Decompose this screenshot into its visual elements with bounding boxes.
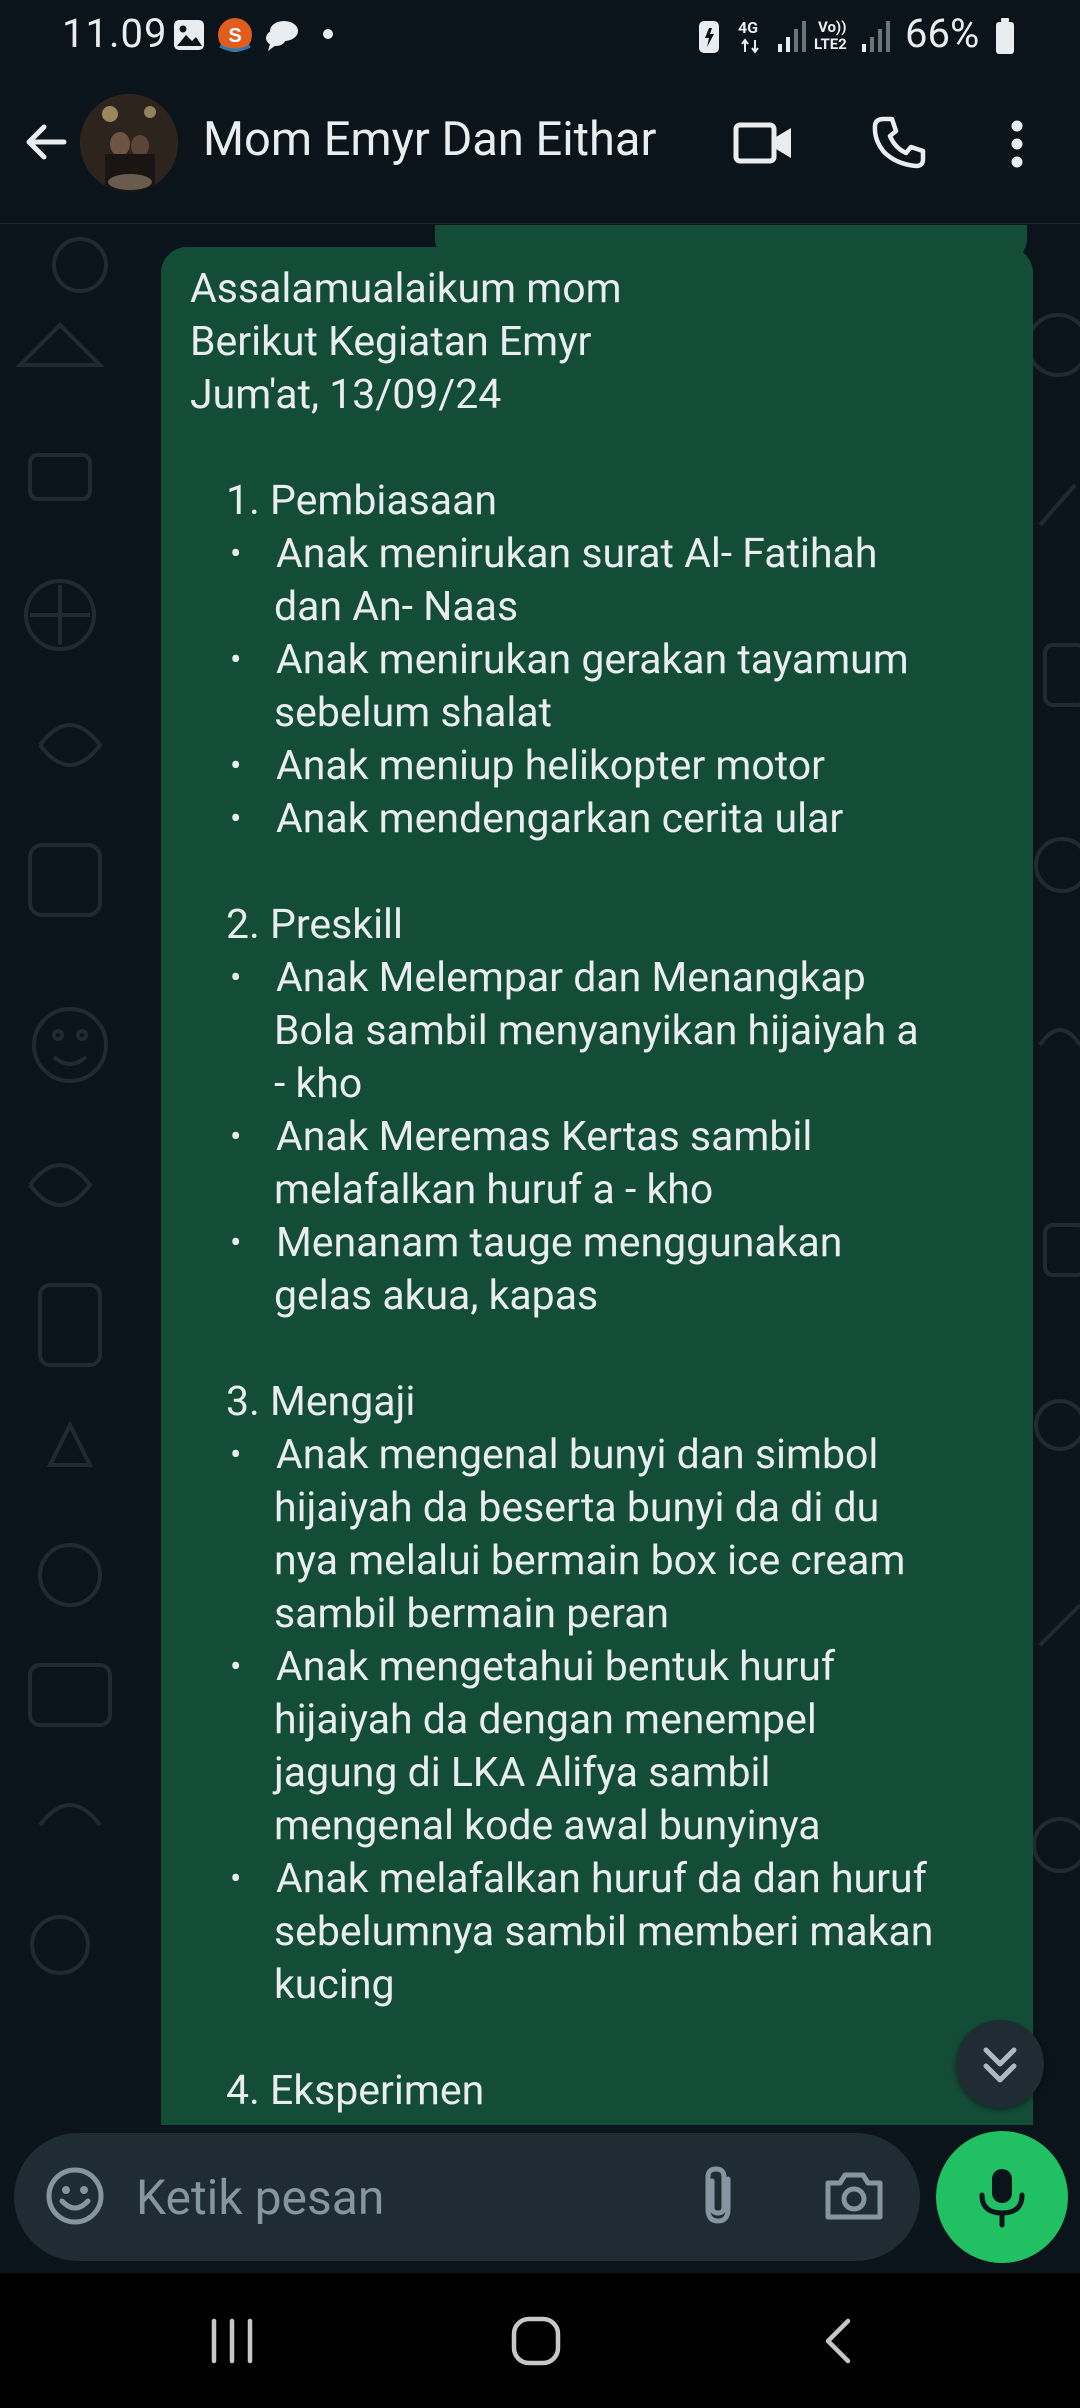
message-line: Bola sambil menyanyikan hijaiyah a [274,1007,919,1055]
message-line: kucing [274,1961,395,2009]
gallery-notification-icon [172,18,206,52]
voice-message-button[interactable] [936,2131,1068,2263]
double-chevron-down-icon [956,2020,1044,2108]
message-line [190,422,1010,475]
message-line: Berikut Kegiatan Emyr [190,318,592,366]
avatar-photo [80,94,178,192]
composer-area [0,2125,1080,2273]
message-bullet-line: • Anak melafalkan huruf da dan huruf [190,1853,1010,1906]
system-navigation-bar [0,2273,1080,2408]
network-type: 4G [738,18,759,37]
video-call-icon[interactable] [733,120,795,166]
microphone-icon [972,2165,1032,2229]
back-nav-icon[interactable] [818,2313,858,2369]
chat-notification-icon [264,18,300,52]
message-bullet-line: • Anak menirukan surat Al- Fatihah [190,528,1010,581]
signal-sim1-icon [776,18,808,54]
phone-icon[interactable] [870,114,928,172]
message-bullet-line: • Anak mengetahui bentuk huruf [190,1641,1010,1694]
message-line: mengenal kode awal bunyinya [274,1802,821,1850]
message-line: dan An- Naas [274,583,519,631]
message-section-heading: 2. Preskill [226,901,403,949]
message-section-heading: 3. Mengaji [226,1378,416,1426]
more-notifications-dot-icon [322,28,334,40]
chat-area[interactable] [0,225,1080,2125]
message-bullet-line: • Menanam tauge menggunakan [190,1217,1010,1270]
status-bar [0,0,1080,72]
arrow-left-icon[interactable] [20,116,72,168]
message-input[interactable]: Ketik pesan [136,2169,385,2226]
message-bullet-line: • Anak meniup helikopter motor [190,740,1010,793]
recent-apps-icon[interactable] [206,2313,258,2369]
app-notification-icon [216,16,254,54]
message-line: - kho [274,1060,363,1108]
svg-text:S: S [228,25,242,47]
message-line [190,2012,1010,2065]
message-line: Jum'at, 13/09/24 [190,371,502,419]
message-section-heading: 4. Eksperimen [226,2067,485,2115]
home-icon[interactable] [508,2313,564,2369]
message-bullet-line: • Anak Meremas Kertas sambil [190,1111,1010,1164]
message-bullet-line: • Anak Melempar dan Menangkap [190,952,1010,1005]
more-vertical-icon[interactable] [1007,118,1027,170]
message-section-heading: 1. Pembiasaan [226,477,498,525]
message-line: hijaiyah da dengan menempel [274,1696,817,1744]
message-line: sebelumnya sambil memberi makan [274,1908,934,1956]
message-composer[interactable] [14,2133,920,2261]
contact-avatar[interactable] [80,94,178,192]
scroll-to-bottom-button[interactable] [956,2020,1044,2108]
emoji-icon[interactable] [44,2165,106,2227]
message-line: jagung di LKA Alifya sambil [274,1749,771,1797]
message-line: melafalkan huruf a - kho [274,1166,714,1214]
message-line: gelas akua, kapas [274,1272,599,1320]
message-line: sambil bermain peran [274,1590,670,1638]
signal-sim2-icon [860,18,892,54]
lte2-label: LTE2 [814,35,847,53]
message-line: nya melalui bermain box ice cream [274,1537,906,1585]
volte-label: Vo)) [818,18,847,36]
chat-header [0,72,1080,224]
battery-percent: 66% [905,10,980,57]
contact-name[interactable]: Mom Emyr Dan Eithar [203,112,657,167]
data-saver-icon [697,19,721,55]
message-bullet-line: • Anak mengenal bunyi dan simbol [190,1429,1010,1482]
battery-icon [994,17,1016,55]
message-line [190,1323,1010,1376]
message-line [190,846,1010,899]
message-bullet-line: • Anak menirukan gerakan tayamum [190,634,1010,687]
status-time: 11.09 [62,10,168,57]
message-line: sebelum shalat [274,689,553,737]
camera-icon[interactable] [822,2167,886,2225]
paperclip-icon[interactable] [694,2163,742,2229]
message-line: Assalamualaikum mom [190,265,622,313]
message-line: hijaiyah da beserta bunyi da di du [274,1484,880,1532]
data-arrows-icon [740,38,760,54]
message-text [190,263,1010,2118]
message-bullet-line: • Anak mendengarkan cerita ular [190,793,1010,846]
